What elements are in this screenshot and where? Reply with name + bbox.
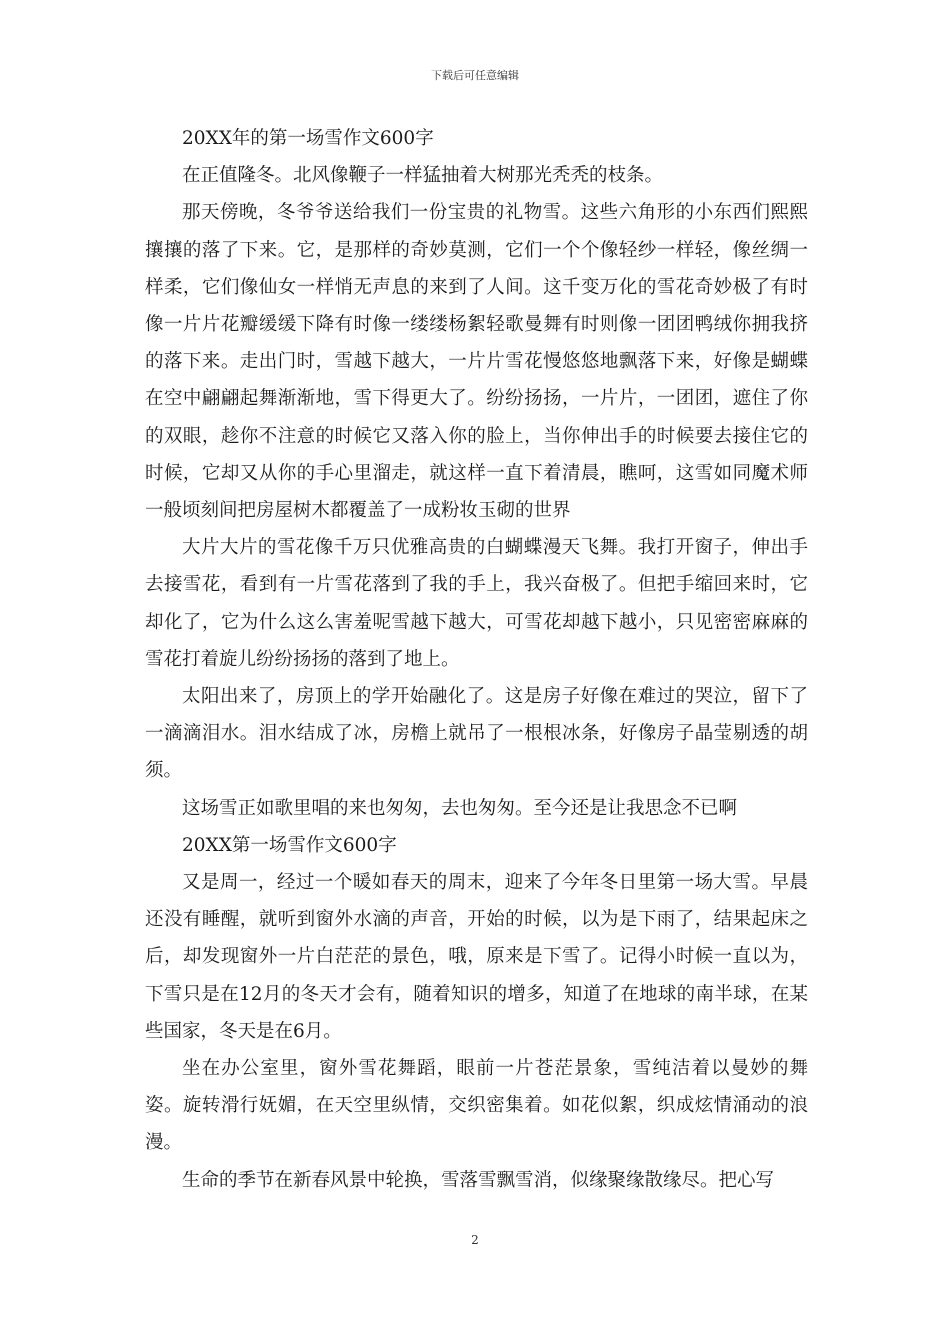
- essay-title-1: 20XX年的第一场雪作文600字: [182, 128, 434, 149]
- document-body: [145, 120, 808, 1199]
- paragraph: 坐在办公室里，窗外雪花舞蹈，眼前一片苍茫景象，雪纯洁着以曼妙的舞姿。旋转滑行妩媚，在天空里纵情，交织密集着。如花似絮，织成炫情涌动的浪漫。: [145, 1058, 808, 1154]
- essay-title-2: 20XX第一场雪作文600字: [182, 834, 397, 856]
- paragraph: 生命的季节在新春风景中轮换，雪落雪飘雪消，似缘聚缘散缘尽。把心写: [182, 1169, 775, 1191]
- page-number: 2: [471, 1233, 479, 1247]
- paragraph: 这场雪正如歌里唱的来也匆匆，去也匆匆。至今还是让我思念不已啊: [182, 797, 738, 819]
- paragraph: 在正值隆冬。北风像鞭子一样猛抽着大树那光秃秃的枝条。: [182, 165, 664, 187]
- paragraph: 又是周一，经过一个暖如春天的周末，迎来了今年冬日里第一场大雪。早晨还没有睡醒，就听到窗外水滴的声音，开始的时候，以为是下雨了，结果起床之后，却发现窗外一片白茫茫的景色，哦，原来是下雪了。记得小时候一直以为，下雪只是在12月的冬天才会有，随着知识的增多，知道了在地球的南半球，在某些国家，冬天是在6月。: [145, 872, 808, 1042]
- paragraph: 大片大片的雪花像千万只优雅高贵的白蝴蝶漫天飞舞。我打开窗子，伸出手去接雪花，看到有一片雪花落到了我的手上，我兴奋极了。但把手缩回来时，它却化了，它为什么这么害羞呢雪越下越大，可雪花却越下越小，只见密密麻麻的雪花打着旋儿纷纷扬扬的落到了地上。: [145, 537, 808, 670]
- paragraph: 那天傍晚，冬爷爷送给我们一份宝贵的礼物雪。这些六角形的小东西们熙熙攘攘的落了下来。它，是那样的奇妙莫测，它们一个个像轻纱一样轻，像丝绸一样柔，它们像仙女一样悄无声息的来到了人间。这千变万化的雪花奇妙极了有时像一片片花瓣缓缓下降有时像一缕缕杨絮轻歌曼舞有时则像一团团鸭绒你拥我挤的落下来。走出门时，雪越下越大，一片片雪花慢悠悠地飘落下来，好像是蝴蝶在空中翩翩起舞渐渐地，雪下得更大了。纷纷扬扬，一片片，一团团，遮住了你的双眼，趁你不注意的时候它又落入你的脸上，当你伸出手的时候要去接住它的时候，它却又从你的手心里溜走，就这样一直下着清晨，瞧呵，这雪如同魔术师一般顷刻间把房屋树木都覆盖了一成粉妆玉砌的世界: [145, 202, 808, 522]
- page-header: 下载后可任意编辑: [431, 69, 519, 82]
- paragraph: 太阳出来了，房顶上的学开始融化了。这是房子好像在难过的哭泣，留下了一滴滴泪水。泪水结成了冰，房檐上就吊了一根根冰条，好像房子晶莹剔透的胡须。: [145, 686, 808, 782]
